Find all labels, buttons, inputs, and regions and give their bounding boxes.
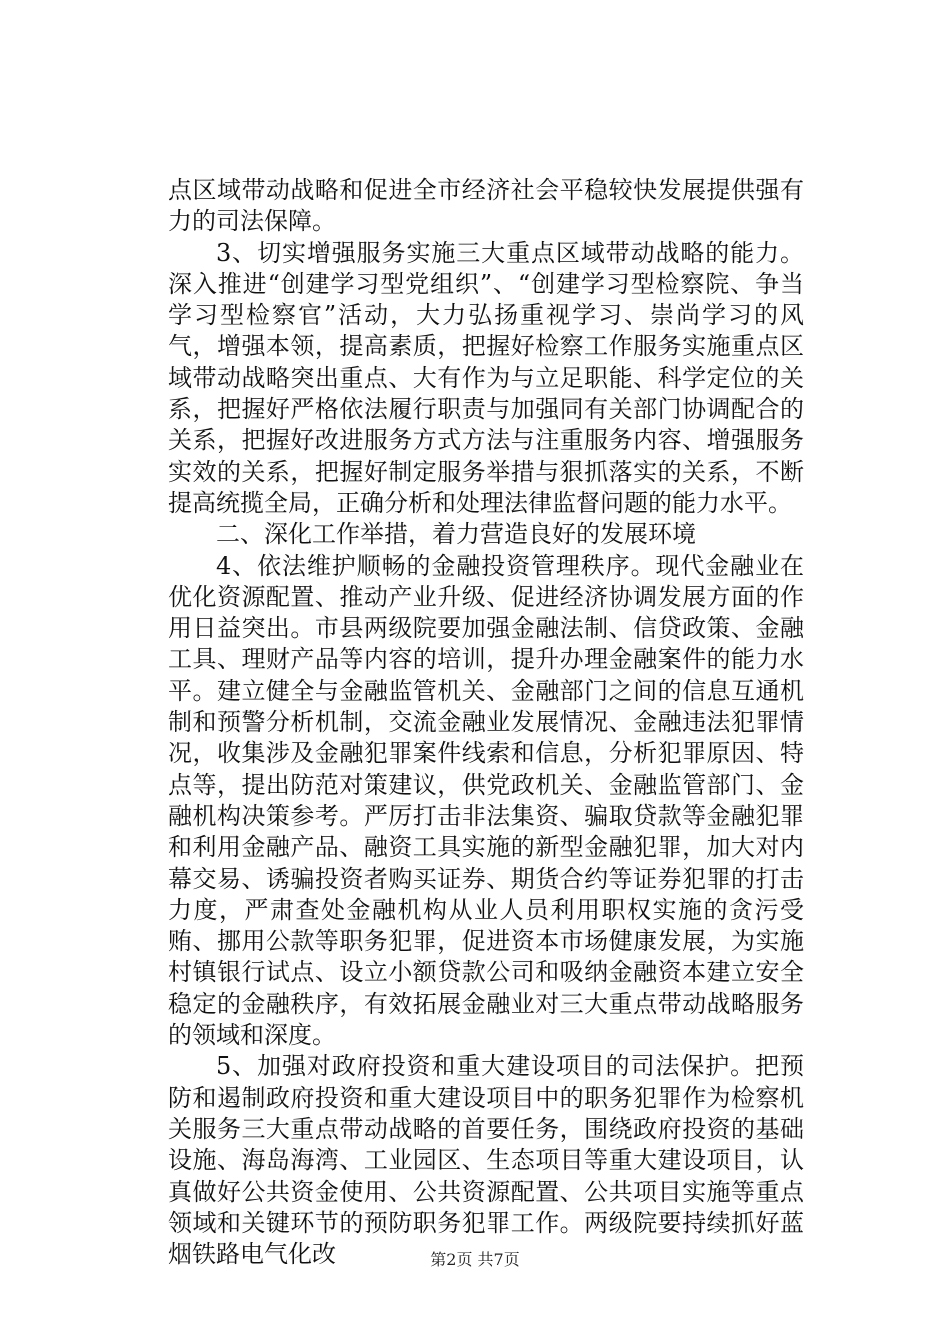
paragraph-continuation: 点区域带动战略和促进全市经济社会平稳较快发展提供强有力的司法保障。 xyxy=(168,176,804,236)
section-heading-2: 二、深化工作举措，着力营造良好的发展环境 xyxy=(216,520,696,549)
paragraph-item-5: 5、加强对政府投资和重大建设项目的司法保护。把预防和遏制政府投资和重大建设项目中的职务犯罪作为检察机关服务三大重点带动战略的首要任务，围绕政府投资的基础设施、海岛海湾、工业园区、生态项目等重大建设项目，认真做好公共资金使用、公共资源配置、公共项目实施等重点领域和关键环节的预防职务犯罪工作。两级院要持续抓好蓝烟铁路电气化改 xyxy=(168,1052,804,1269)
document-body xyxy=(168,175,804,1270)
paragraph-item-3: 3、切实增强服务实施三大重点区域带动战略的能力。深入推进“创建学习型党组织”、“创建学习型检察院、争当学习型检察官”活动，大力弘扬重视学习、崇尚学习的风气，增强本领，提高素质，把握好检察工作服务实施重点区域带动战略突出重点、大有作为与立足职能、科学定位的关系，把握好严格依法履行职责与加强同有关部门协调配合的关系，把握好改进服务方式方法与注重服务内容、增强服务实效的关系，把握好制定服务举措与狠抓落实的关系，不断提高统揽全局，正确分析和处理法律监督问题的能力水平。 xyxy=(168,238,804,517)
page-number-footer: 第2页 共7页 xyxy=(430,1250,520,1269)
paragraph-item-4: 4、依法维护顺畅的金融投资管理秩序。现代金融业在优化资源配置、推动产业升级、促进经济协调发展方面的作用日益突出。市县两级院要加强金融法制、信贷政策、金融工具、理财产品等内容的培训，提升办理金融案件的能力水平。建立健全与金融监管机关、金融部门之间的信息互通机制和预警分析机制，交流金融业发展情况、金融违法犯罪情况，收集涉及金融犯罪案件线索和信息，分析犯罪原因、特点等，提出防范对策建议，供党政机关、金融监管部门、金融机构决策参考。严厉打击非法集资、骗取贷款等金融犯罪和利用金融产品、融资工具实施的新型金融犯罪，加大对内幕交易、诱骗投资者购买证券、期货合约等证券犯罪的打击力度，严肃查处金融机构从业人员利用职权实施的贪污受贿、挪用公款等职务犯罪，促进资本市场健康发展，为实施村镇银行试点、设立小额贷款公司和吸纳金融资本建立安全稳定的金融秩序，有效拓展金融业对三大重点带动战略服务的领域和深度。 xyxy=(168,551,804,1050)
